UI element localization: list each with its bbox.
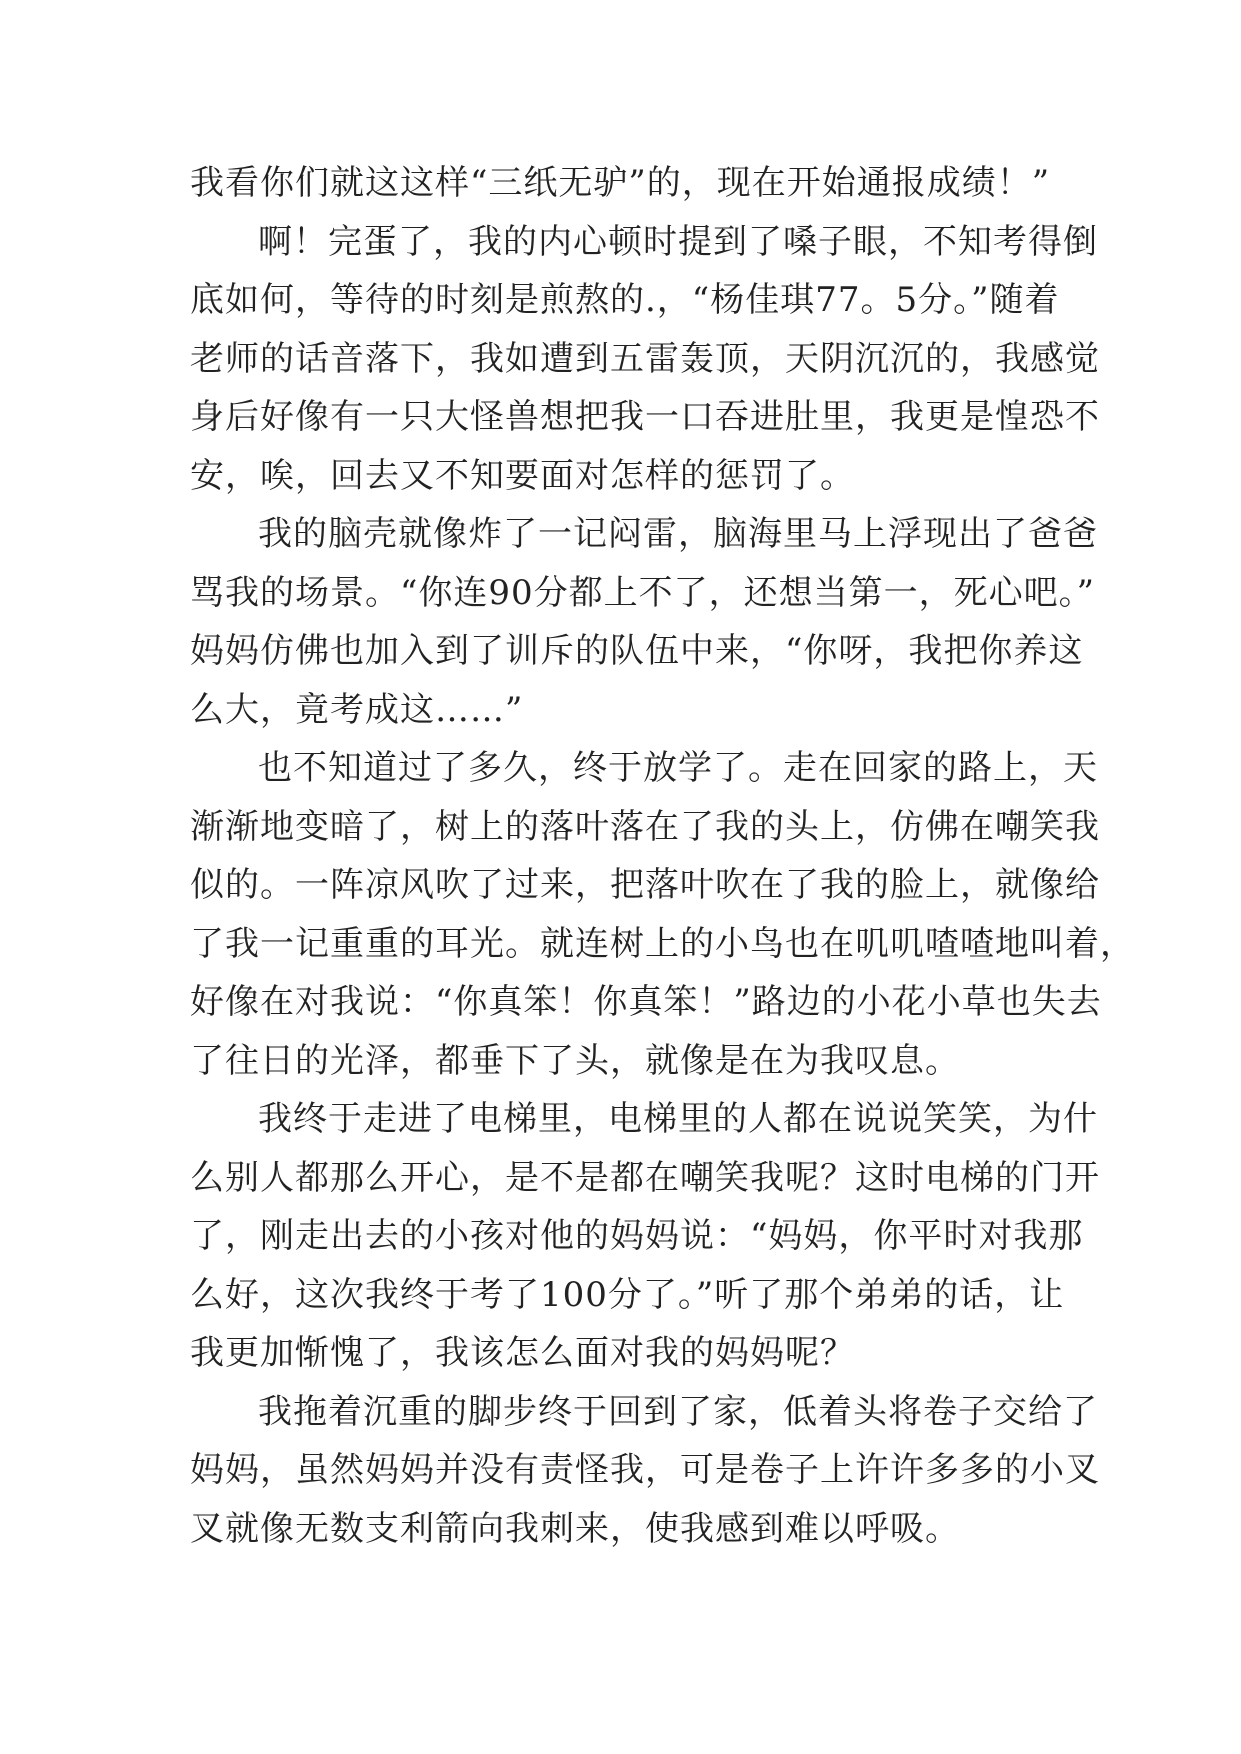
text-line: 身后好像有一只大怪兽想把我一口吞进肚里，我更是惶恐不 [190,397,1100,437]
text-line: 妈妈仿佛也加入到了训斥的队伍中来，“你呀，我把你养这 [190,631,1084,671]
text-line: 也不知道过了多久，终于放学了。走在回家的路上，天 [258,748,1098,788]
text-line: 渐渐地变暗了，树上的落叶落在了我的头上，仿佛在嘲笑我 [190,806,1100,847]
essay-text [190,154,1135,1558]
text-line: 安，唉，回去又不知要面对怎样的惩罚了。 [190,455,855,496]
text-line: 了，刚走出去的小孩对他的妈妈说：“妈妈，你平时对我那 [190,1216,1084,1256]
text-line: 叉就像无数支利箭向我刺来，使我感到难以呼吸。 [190,1508,960,1549]
text-line: 似的。一阵凉风吹了过来，把落叶吹在了我的脸上，就像给 [190,865,1100,905]
text-line: 我终于走进了电梯里，电梯里的人都在说说笑笑，为什 [258,1099,1098,1139]
text-line: 妈妈，虽然妈妈并没有责怪我，可是卷子上许许多多的小叉 [190,1450,1100,1490]
text-line: 我拖着沉重的脚步终于回到了家，低着头将卷子交给了 [258,1391,1098,1432]
text-line: 骂我的场景。“你连90分都上不了，还想当第一，死心吧。” [190,572,1096,613]
text-line: 么别人都那么开心，是不是都在嘲笑我呢？这时电梯的门开 [190,1157,1100,1198]
text-line: 底如何，等待的时刻是煎熬的.，“杨佳琪77。5分。”随着 [190,280,1060,320]
text-line: 我更加惭愧了，我该怎么面对我的妈妈呢？ [190,1333,855,1373]
text-line: 老师的话音落下，我如遭到五雷轰顶，天阴沉沉的，我感觉 [190,338,1100,379]
text-line: 么大，竟考成这……” [190,689,524,730]
text-line: 么好，这次我终于考了100分了。”听了那个弟弟的话，让 [190,1274,1065,1315]
text-line: 啊！完蛋了，我的内心顿时提到了嗓子眼，不知考得倒 [258,221,1098,262]
text-line: 了我一记重重的耳光。就连树上的小鸟也在叽叽喳喳地叫着， [190,923,1135,964]
text-line: 了往日的光泽，都垂下了头，就像是在为我叹息。 [190,1040,960,1081]
text-line: 我看你们就这这样“三纸无驴”的，现在开始通报成绩！” [190,163,1051,203]
text-line: 好像在对我说：“你真笨！你真笨！”路边的小花小草也失去 [190,982,1102,1022]
text-line: 我的脑壳就像炸了一记闷雷，脑海里马上浮现出了爸爸 [258,514,1098,554]
